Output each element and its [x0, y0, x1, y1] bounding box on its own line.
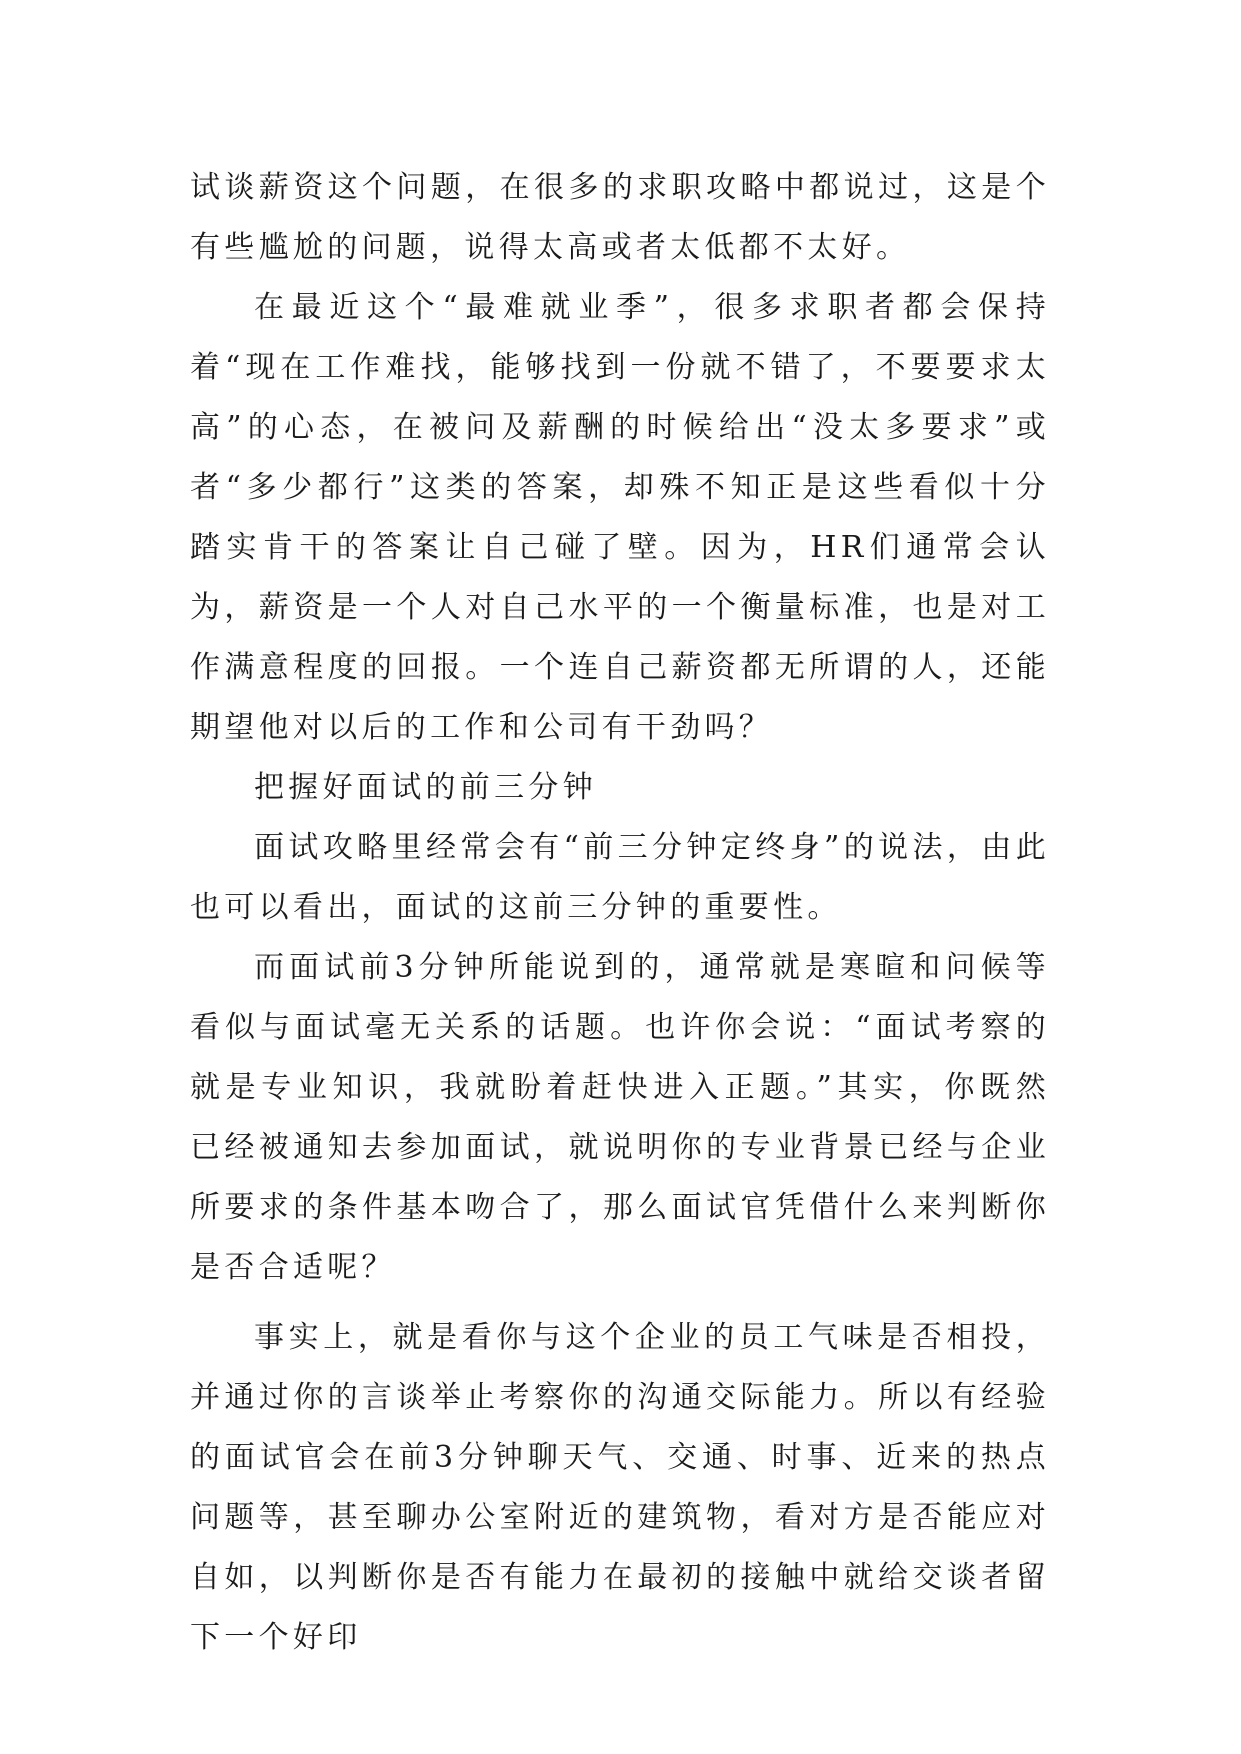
paragraph-communication-skills: 事实上，就是看你与这个企业的员工气味是否相投，并通过你的言谈举止考察你的沟通交际能力。所以有经验的面试官会在前3分钟聊天气、交通、时事、近来的热点问题等，甚至聊办公室附近的建筑物，看对方是否能应对自如，以判断你是否有能力在最初的接触中就给交谈者留下一个好印 — [190, 1320, 1050, 1655]
paragraph-salary-intro: 试谈薪资这个问题，在很多的求职攻略中都说过，这是个有些尴尬的问题，说得太高或者太低都不太好。 — [190, 170, 1050, 265]
document-body — [190, 158, 1050, 1668]
section-heading-first-three-minutes: 把握好面试的前三分钟 — [254, 770, 597, 805]
paragraph-job-season: 在最近这个“最难就业季”，很多求职者都会保持着“现在工作难找，能够找到一份就不错了，不要要求太高”的心态，在被问及薪酬的时候给出“没太多要求”或者“多少都行”这类的答案，却殊不知正是这些看似十分踏实肯干的答案让自己碰了壁。因为，HR们通常会认为，薪资是一个人对自己水平的一个衡量标准，也是对工作满意程度的回报。一个连自己薪资都无所谓的人，还能期望他对以后的工作和公司有干劲吗？ — [190, 290, 1050, 745]
paragraph-three-minutes-importance: 面试攻略里经常会有“前三分钟定终身”的说法，由此也可以看出，面试的这前三分钟的重要性。 — [190, 830, 1050, 925]
paragraph-small-talk: 而面试前3分钟所能说到的，通常就是寒暄和问候等看似与面试毫无关系的话题。也许你会说：“面试考察的就是专业知识，我就盼着赶快进入正题。”其实，你既然已经被通知去参加面试，就说明你的专业背景已经与企业所要求的条件基本吻合了，那么面试官凭借什么来判断你是否合适呢？ — [190, 950, 1050, 1285]
